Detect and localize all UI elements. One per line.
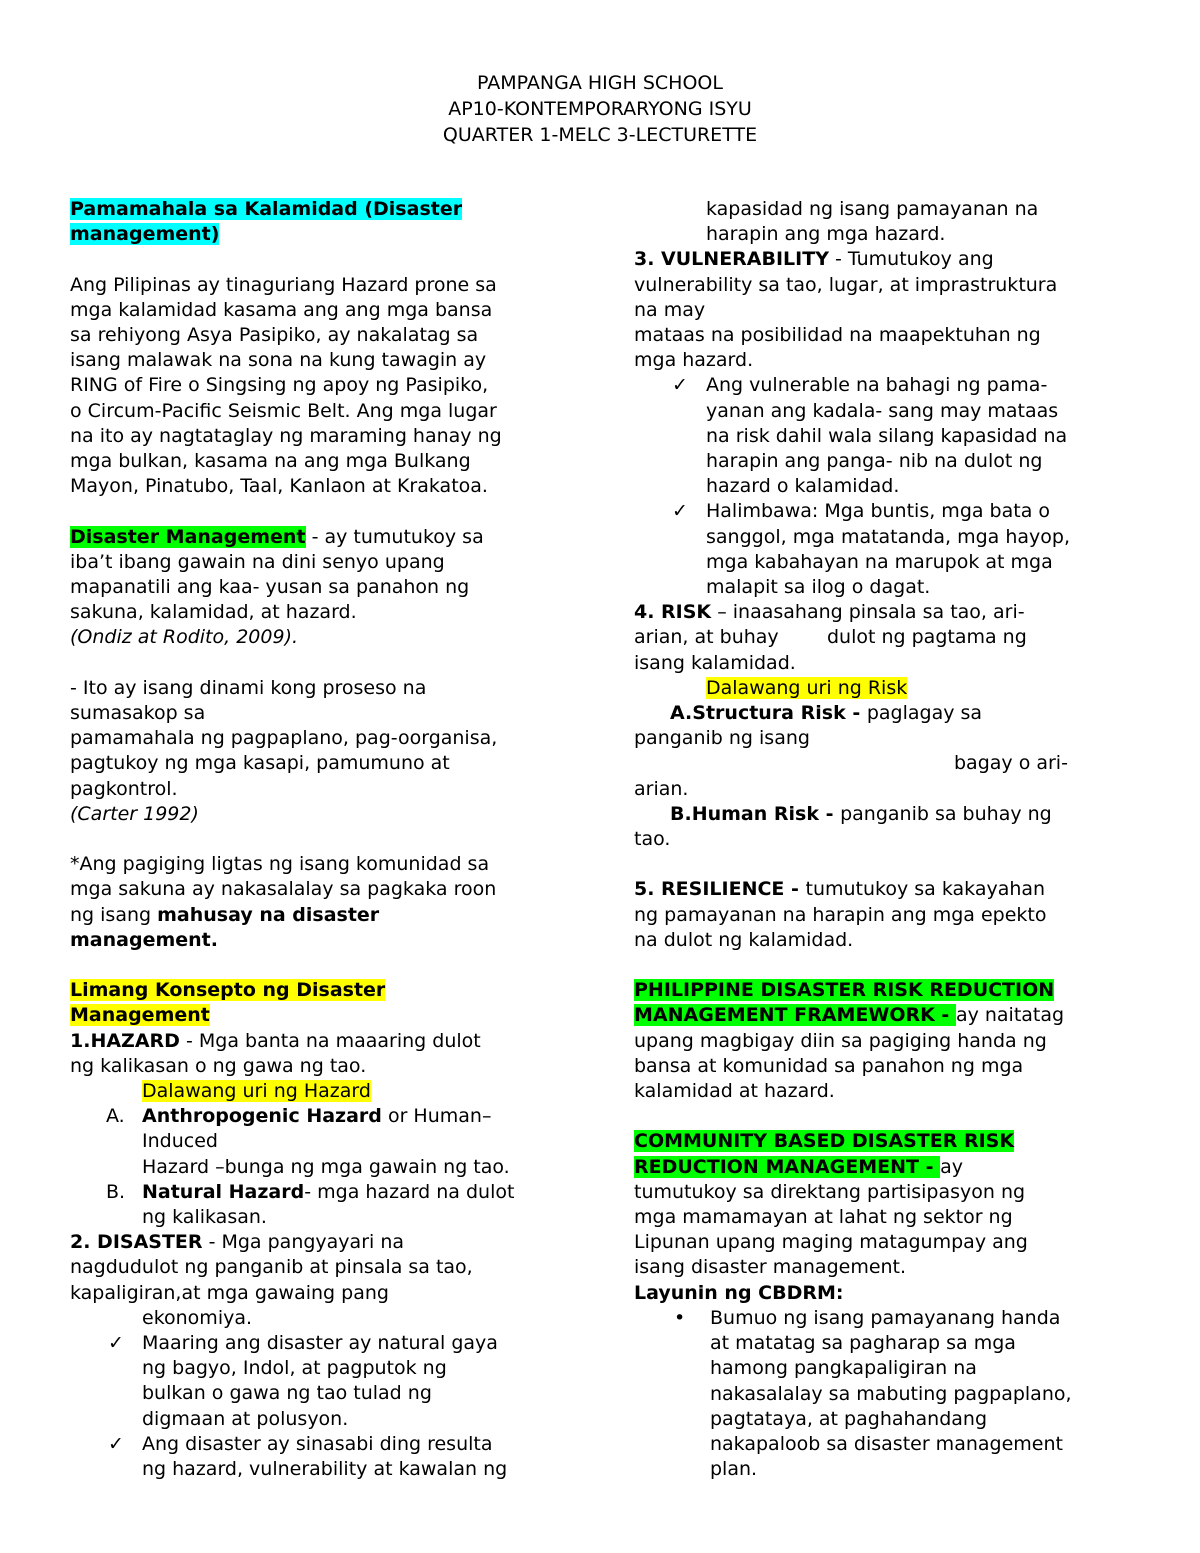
bullet-text: nakapaloob sa disaster management: [710, 1432, 1063, 1455]
vulnerability-line: mataas na posibilidad na maapektuhan ng: [634, 324, 1041, 347]
list-item: [108, 1331, 570, 1432]
check-icon: ✓: [108, 1432, 124, 1455]
intro-line: RING of Fire o Singsing ng apoy ng Pasipiko,: [70, 374, 489, 397]
check-text: na risk dahil wala silang kapasidad na: [706, 424, 1068, 447]
resilience-line: ng pamayanan na harapin ang mga epekto: [634, 903, 1047, 926]
vulnerability-line: na may: [634, 298, 706, 321]
process-paragraph: [70, 676, 570, 827]
list-item: [106, 1180, 570, 1230]
vulnerability-label: 3. VULNERABILITY: [634, 248, 829, 271]
risk-line: arian, at buhay dulot ng pagtama ng: [634, 626, 1027, 649]
list-marker: A.: [106, 1105, 125, 1128]
subject-title: AP10-KONTEMPORARYONG ISYU: [448, 98, 752, 120]
vulnerability-check-list: [634, 373, 1134, 600]
check-icon: ✓: [672, 500, 688, 523]
intro-line: mga kalamidad kasama ang ang mga bansa: [70, 298, 493, 321]
process-line: pagtukoy ng mga kasapi, pamumuno at: [70, 752, 450, 775]
resilience-def: tumutukoy sa kakayahan: [805, 878, 1046, 901]
vulnerability-line: mga hazard.: [634, 349, 754, 372]
hazard-a-term: Anthropogenic Hazard: [142, 1105, 382, 1128]
list-item: [108, 1432, 570, 1482]
vulnerability-def: - Tumutukoy ang: [828, 248, 994, 271]
intro-line: mga bulkan, kasama na ang mga Bulkang: [70, 450, 471, 473]
process-line: pagkontrol.: [70, 777, 178, 800]
risk-types-title: Dalawang uri ng Risk: [706, 676, 908, 699]
disaster-line: nagdudulot ng panganib at pinsala sa tao,: [70, 1256, 473, 1279]
check-text: ng hazard, vulnerability at kawalan ng: [142, 1458, 508, 1481]
check-text: Halimbawa: Mga buntis, mga bata o: [706, 500, 1051, 523]
list-item: [672, 373, 1134, 499]
disaster-line: kapaligiran,at mga gawaing pang: [70, 1281, 389, 1304]
section-title-limang-konsepto: Limang Konsepto ng Disaster Management: [70, 979, 386, 1027]
dm-term: Disaster Management: [70, 525, 306, 548]
pdrrm-def: ay naitatag: [955, 1004, 1065, 1027]
left-column: [70, 197, 570, 1482]
continued-line: harapin ang mga hazard.: [706, 223, 946, 246]
hazard-def: - Mga banta na maaaring dulot: [179, 1029, 481, 1052]
check-text: Maaring ang disaster ay natural gaya: [142, 1332, 498, 1355]
check-text: yanan ang kadala- sang may mataas: [706, 399, 1059, 422]
hazard-types-title: Dalawang uri ng Hazard: [142, 1080, 371, 1103]
intro-line: isang malawak na sona na kung tawagin ay: [70, 349, 487, 372]
risk-b-term: B.Human Risk -: [670, 802, 841, 825]
cbdrm-title-line: REDUCTION MANAGEMENT -: [634, 1155, 941, 1178]
document-header: [0, 70, 1200, 148]
check-text: bulkan o gawa ng tao tulad ng: [142, 1382, 432, 1405]
dm-def-text: - ay tumutukoy sa: [305, 525, 484, 548]
intro-line: Mayon, Pinatubo, Taal, Kanlaon at Krakatoa.: [70, 475, 488, 498]
citation: (Ondiz at Rodito, 2009).: [70, 626, 299, 649]
cbdrm-title: [634, 1129, 1134, 1154]
resilience-line: na dulot ng kalamidad.: [634, 928, 854, 951]
list-marker: B.: [106, 1180, 126, 1203]
pdrrm-line: bansa at komunidad sa panahon ng mga: [634, 1054, 1024, 1077]
process-line: - Ito ay isang dinami kong proseso na: [70, 676, 427, 699]
bullet-text: at matatag sa pagharap sa mga: [710, 1332, 1016, 1355]
intro-line: sa rehiyong Asya Pasipiko, ay nakalatag sa: [70, 324, 479, 346]
vulnerability-line: vulnerability sa tao, lugar, at imprastruktura: [634, 273, 1058, 296]
intro-line: o Circum-Pacific Seismic Belt. Ang mga lugar: [70, 399, 497, 422]
check-text: harapin ang panga- nib na dulot ng: [706, 450, 1043, 473]
process-line: pamamahala ng pagpaplano, pag-oorganisa,: [70, 727, 498, 750]
bullet-text: plan.: [710, 1458, 758, 1481]
cbdrm-line: Lipunan upang maging matagumpay ang: [634, 1231, 1028, 1254]
cbdrm-line: tumutukoy sa direktang partisipasyon ng: [634, 1180, 1026, 1203]
risk-a-line: arian.: [634, 777, 689, 800]
hazard-type-list: [70, 1104, 570, 1230]
risk-label: 4. RISK: [634, 601, 712, 624]
check-text: digmaan at polusyon.: [142, 1407, 349, 1430]
intro-line: Ang Pilipinas ay tinaguriang Hazard prone sa: [70, 273, 497, 296]
dm-def-line: iba’t ibang gawain na dini senyo upang: [70, 550, 445, 573]
section-title-pamamahala: Pamamahala sa Kalamidad (Disaster management): [70, 198, 463, 246]
bullet-text: Bumuo ng isang pamayanang handa: [710, 1306, 1061, 1329]
risk-a-term: A.Structura Risk -: [670, 702, 867, 725]
hazard-b-text: ng kalikasan.: [142, 1206, 267, 1229]
list-item: [674, 1306, 1134, 1482]
check-icon: ✓: [108, 1332, 124, 1355]
cbdrm-def: ay: [940, 1155, 963, 1178]
dm-def-line: sakuna, kalamidad, at hazard.: [70, 601, 357, 624]
disaster-check-list: [70, 1331, 570, 1482]
pdrrm-title: [634, 978, 1134, 1003]
cbdrm-line: isang disaster management.: [634, 1256, 907, 1279]
risk-a-line: bagay o ari-: [954, 752, 1068, 775]
layunin-title: Layunin ng CBDRM:: [634, 1281, 844, 1304]
check-text: mga kabahayan na marupok at mga: [706, 550, 1053, 573]
check-text: hazard o kalamidad.: [706, 475, 900, 498]
disaster-label: 2. DISASTER: [70, 1231, 203, 1254]
list-item: [106, 1104, 570, 1180]
check-text: Ang disaster ay sinasabi ding resulta: [142, 1432, 493, 1455]
safety-text: ng isang: [70, 903, 158, 926]
process-line: sumasakop sa: [70, 702, 206, 725]
pdrrm-line: kalamidad at hazard.: [634, 1080, 835, 1103]
quarter-title: QUARTER 1-MELC 3-LECTURETTE: [442, 124, 758, 146]
safety-paragraph: [70, 852, 570, 953]
safety-line: *Ang pagiging ligtas ng isang komunidad sa: [70, 853, 490, 876]
disaster-management-definition: [70, 525, 570, 651]
pdrrm-line: upang magbigay diin sa pagiging handa ng: [634, 1029, 1047, 1052]
bullet-icon: •: [674, 1306, 686, 1329]
risk-a-text: paglagay sa: [866, 702, 983, 725]
safety-bold: mahusay na disaster: [157, 903, 380, 926]
school-name: PAMPANGA HIGH SCHOOL: [477, 72, 723, 94]
check-text: malapit sa ilog o dagat.: [706, 576, 931, 599]
check-text: sanggol, mga matatanda, mga hayop,: [706, 525, 1071, 548]
continued-line: kapasidad ng isang pamayanan na: [706, 198, 1039, 220]
resilience-label: 5. RESILIENCE -: [634, 878, 806, 901]
bullet-text: nakasalalay sa mabuting pagpaplano,: [710, 1382, 1072, 1405]
hazard-a-text: or Human–: [381, 1105, 492, 1128]
risk-b-text: panganib sa buhay ng: [840, 802, 1052, 825]
safety-bold-end: management.: [70, 928, 218, 951]
risk-a-line: panganib ng isang: [634, 727, 810, 750]
risk-def: – inaasahang pinsala sa tao, ari-: [711, 601, 1025, 624]
hazard-a-text: Induced: [142, 1130, 218, 1153]
risk-line: isang kalamidad.: [634, 651, 796, 674]
layunin-bullet-list: [634, 1306, 1134, 1482]
risk-b-line: tao.: [634, 828, 671, 851]
hazard-a-text: Hazard –bunga ng mga gawain ng tao.: [142, 1155, 510, 1178]
pdrrm-title-line: MANAGEMENT FRAMEWORK -: [634, 1004, 956, 1027]
disaster-line: ekonomiya.: [142, 1306, 253, 1329]
right-column: [634, 197, 1134, 1482]
citation: (Carter 1992): [70, 802, 199, 825]
intro-line: na ito ay nagtataglay ng maraming hanay ng: [70, 424, 502, 447]
disaster-def: - Mga pangyayari na: [202, 1231, 405, 1254]
dm-def-line: mapanatili ang kaa- yusan sa panahon ng: [70, 576, 470, 599]
pdrrm-title-line: PHILIPPINE DISASTER RISK REDUCTION: [634, 979, 1055, 1002]
list-item: [672, 499, 1134, 600]
cbdrm-title-line: COMMUNITY BASED DISASTER RISK: [634, 1130, 1015, 1153]
cbdrm-line: mga mamamayan at lahat ng sektor ng: [634, 1206, 1013, 1229]
check-icon: ✓: [672, 374, 688, 397]
safety-line: mga sakuna ay nakasalalay sa pagkaka roon: [70, 878, 497, 901]
hazard-b-text: - mga hazard na dulot: [304, 1180, 515, 1203]
intro-paragraph: [70, 273, 570, 500]
check-text: Ang vulnerable na bahagi ng pama-: [706, 374, 1048, 397]
check-text: ng bagyo, Indol, at pagputok ng: [142, 1357, 447, 1380]
hazard-b-term: Natural Hazard: [142, 1180, 305, 1203]
hazard-def-line: ng kalikasan o ng gawa ng tao.: [70, 1054, 367, 1077]
hazard-label: 1.HAZARD: [70, 1029, 180, 1052]
bullet-text: pagtataya, at paghahandang: [710, 1407, 988, 1430]
bullet-text: hamong pangkapaligiran na: [710, 1357, 977, 1380]
